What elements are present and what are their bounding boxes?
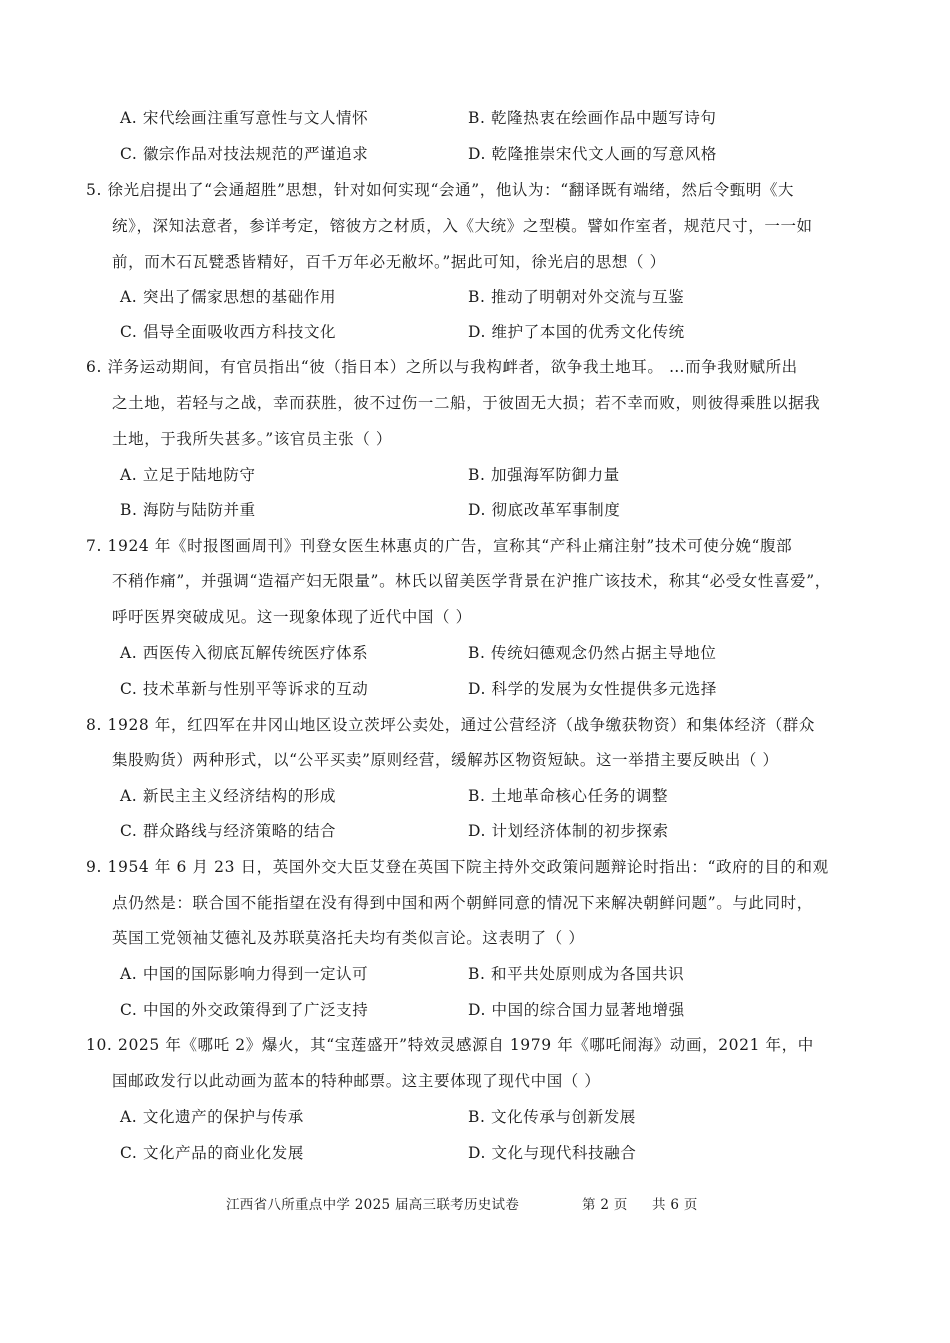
question-8-option-c: C. 群众路线与经济策略的结合 xyxy=(120,822,337,840)
question-10-option-d: D. 文化与现代科技融合 xyxy=(468,1144,637,1162)
question-7-option-d: D. 科学的发展为女性提供多元选择 xyxy=(468,680,717,698)
question-6-option-c: B. 海防与陆防并重 xyxy=(120,501,256,519)
option-d: D. 乾隆推崇宋代文人画的写意风格 xyxy=(468,145,717,163)
option-c: C. 徽宗作品对技法规范的严谨追求 xyxy=(120,145,369,163)
question-10-option-a: A. 文化遗产的保护与传承 xyxy=(120,1108,304,1126)
question-7-option-b: B. 传统妇德观念仍然占据主导地位 xyxy=(468,644,717,662)
option-a: A. 宋代绘画注重写意性与文人情怀 xyxy=(120,109,369,127)
question-5-line-2: 统》，深知法意者，参详考定，镕彼方之材质，入《大统》之型模。譬如作室者，规范尺寸，一一如 xyxy=(112,217,813,235)
question-6-option-b: B. 加强海军防御力量 xyxy=(468,466,620,484)
footer-exam-title: 江西省八所重点中学 2025 届高三联考历史试卷 xyxy=(226,1197,520,1213)
question-9-option-d: D. 中国的综合国力显著地增强 xyxy=(468,1001,685,1019)
question-6-line-1: 6. 洋务运动期间，有官员指出“彼（指日本）之所以与我构衅者，欲争我土地耳。 …而争我财赋所出 xyxy=(86,358,798,376)
question-7-line-2: 不稍作痛”，并强调“造福产妇无限量”。林氏以留美医学背景在沪推广该技术，称其“必受女性喜爱”， xyxy=(112,572,831,590)
question-6-line-2: 之土地，若轻与之战，幸而获胜，彼不过伤一二船，于彼固无大损；若不幸而败，则彼得乘胜以据我 xyxy=(112,394,821,412)
question-10-option-c: C. 文化产品的商业化发展 xyxy=(120,1144,304,1162)
question-5-line-1: 5. 徐光启提出了“会通超胜”思想，针对如何实现“会通”，他认为：“翻译既有端绪，然后令甄明《大 xyxy=(86,181,795,199)
question-9-line-1: 9. 1954 年 6 月 23 日，英国外交大臣艾登在英国下院主持外交政策问题辩论时指出：“政府的目的和观 xyxy=(86,858,829,876)
question-5-option-c: C. 倡导全面吸收西方科技文化 xyxy=(120,323,337,341)
question-7-option-a: A. 西医传入彻底瓦解传统医疗体系 xyxy=(120,644,369,662)
question-10-option-b: B. 文化传承与创新发展 xyxy=(468,1108,636,1126)
question-5-option-b: B. 推动了明朝对外交流与互鉴 xyxy=(468,288,685,306)
question-8-line-2: 集股购货）两种形式，以“公平买卖”原则经营，缓解苏区物资短缺。这一举措主要反映出（ ） xyxy=(112,751,779,769)
question-5-option-d: D. 维护了本国的优秀文化传统 xyxy=(468,323,685,341)
question-8-option-d: D. 计划经济体制的初步探索 xyxy=(468,822,669,840)
question-5-line-3: 前，而木石瓦甓悉皆精好，百千万年必无敝坏。”据此可知，徐光启的思想（ ） xyxy=(112,253,666,271)
question-6-line-3: 土地，于我所失甚多。”该官员主张（ ） xyxy=(112,430,393,448)
question-9-option-c: C. 中国的外交政策得到了广泛支持 xyxy=(120,1001,369,1019)
question-7-line-1: 7. 1924 年《时报图画周刊》刊登女医生林惠贞的广告，宣称其“产科止痛注射”技术可使分娩“腹部 xyxy=(86,537,793,555)
question-7-option-c: C. 技术革新与性别平等诉求的互动 xyxy=(120,680,369,698)
question-9-line-2: 点仍然是：联合国不能指望在没有得到中国和两个朝鲜同意的情况下来解决朝鲜问题”。与此同时， xyxy=(112,894,813,912)
question-8-line-1: 8. 1928 年，红四军在井冈山地区设立茨坪公卖处，通过公营经济（战争缴获物资）和集体经济（群众 xyxy=(86,716,815,734)
question-8-option-a: A. 新民主主义经济结构的形成 xyxy=(120,787,337,805)
question-7-line-3: 呼吁医界突破成见。这一现象体现了近代中国（ ） xyxy=(112,608,472,626)
option-b: B. 乾隆热衷在绘画作品中题写诗句 xyxy=(468,109,717,127)
question-8-option-b: B. 土地革命核心任务的调整 xyxy=(468,787,669,805)
footer-total-pages: 共 6 页 xyxy=(652,1197,698,1213)
question-9-line-3: 英国工党领袖艾德礼及苏联莫洛托夫均有类似言论。这表明了（ ） xyxy=(112,929,585,947)
question-9-option-a: A. 中国的国际影响力得到一定认可 xyxy=(120,965,369,983)
footer-page-number: 第 2 页 xyxy=(582,1197,628,1213)
question-6-option-d: D. 彻底改革军事制度 xyxy=(468,501,621,519)
question-10-line-1: 10. 2025 年《哪吒 2》爆火，其“宝莲盛开”特效灵感源自 1979 年《哪吒闹海》动画，2021 年，中 xyxy=(86,1036,814,1054)
question-9-option-b: B. 和平共处原则成为各国共识 xyxy=(468,965,685,983)
question-6-option-a: A. 立足于陆地防守 xyxy=(120,466,256,484)
question-10-line-2: 国邮政发行以此动画为蓝本的特种邮票。这主要体现了现代中国（ ） xyxy=(112,1072,601,1090)
question-5-option-a: A. 突出了儒家思想的基础作用 xyxy=(120,288,337,306)
